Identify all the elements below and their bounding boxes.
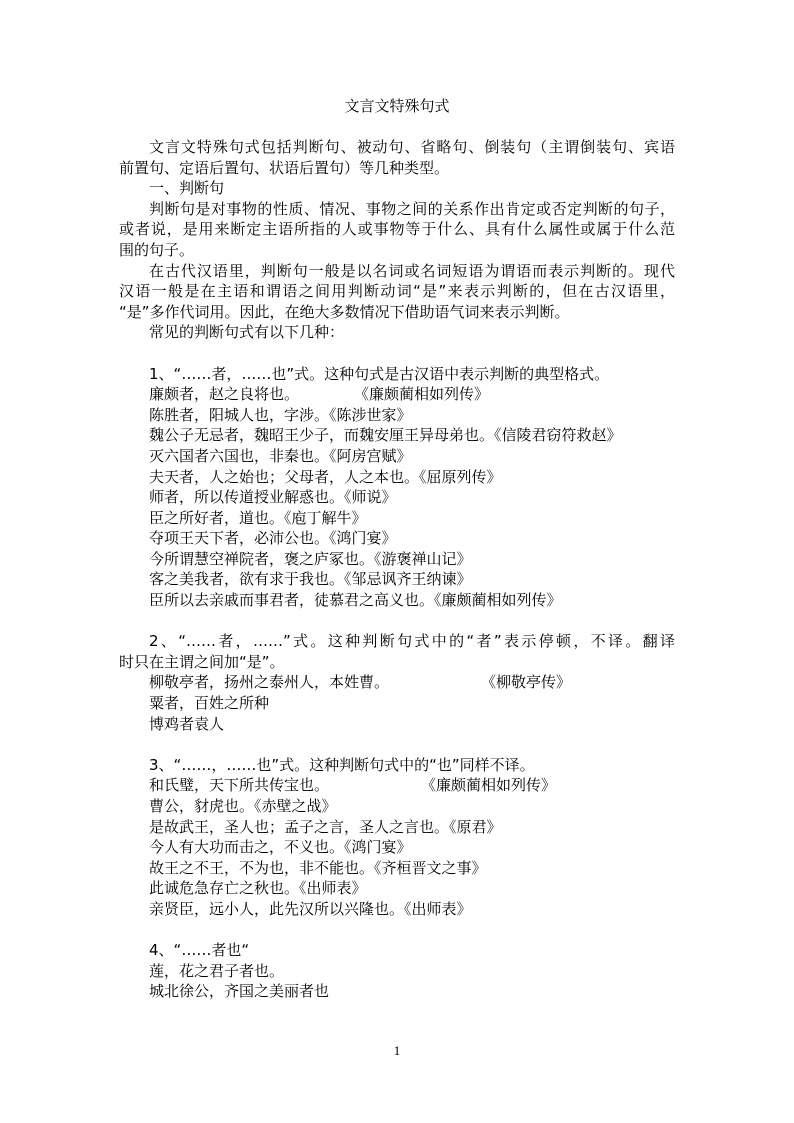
example-source: 《廉颇蔺相如列传》: [354, 385, 490, 404]
example-line: [119, 384, 675, 405]
document-title: 文言文特殊句式: [344, 97, 450, 115]
pattern-4-heading: 4、“……者也“: [149, 941, 250, 960]
example-line: [119, 672, 675, 693]
example-line: 此诚危急存亡之秋也。《出师表》: [149, 879, 367, 898]
example-line: 魏公子无忌者，魏昭王少子，而魏安厘王异母弟也。《信陵君窃符救赵》: [149, 426, 622, 445]
example-line: 城北徐公，齐国之美丽者也: [149, 982, 330, 1001]
example-line: 莲，花之君子者也。: [149, 961, 285, 980]
example-line: 臣所以去亲戚而事君者，徒慕君之高义也。《廉颇蔺相如列传》: [149, 591, 562, 610]
page-number: 1: [393, 1043, 401, 1058]
intro-line-2: 前置句、定语后置句、状语后置句）等几种类型。: [119, 158, 450, 177]
blank-line: [119, 343, 675, 364]
ancient-line-3: “是”多作代词用。因此，在绝大多数情况下借助语气词来表示判断。: [119, 302, 570, 321]
pattern-3-heading: 3、“……，……也”式。这种判断句式中的“也”同样不译。: [149, 755, 535, 774]
example-line: 博鸡者袁人: [149, 714, 225, 733]
example-line: 亲贤臣，远小人，此先汉所以兴隆也。《出师表》: [149, 899, 472, 918]
example-line: 陈胜者，阳城人也，字涉。《陈涉世家》: [149, 405, 412, 424]
example-line: 夫天者，人之始也；父母者，人之本也。《屈原列传》: [149, 467, 502, 486]
ancient-line-1: 在古代汉语里，判断句一般是以名词或名词短语为谓语而表示判断的。现代: [149, 261, 675, 280]
example-line: 曹公，豺虎也。《赤壁之战》: [149, 797, 337, 815]
example-line: [119, 775, 675, 796]
example-line: 臣之所好者，道也。《庖丁解牛》: [149, 508, 367, 527]
example-line: 夺项王天下者，必沛公也。《鸿门宴》: [149, 529, 397, 548]
definition-line-1: 判断句是对事物的性质、情况、事物之间的关系作出肯定或否定判断的句子，: [149, 199, 675, 218]
definition-line-3: 围的句子。: [119, 240, 195, 259]
blank-line: [119, 734, 675, 755]
example-source: 《廉颇蔺相如列传》: [421, 776, 557, 795]
example-line: 今所谓慧空禅院者，褒之庐冢也。《游褒禅山记》: [149, 549, 472, 568]
pattern-1-heading: 1、“……者，……也”式。这种句式是古汉语中表示判断的典型格式。: [149, 364, 610, 383]
blank-line: [119, 920, 675, 941]
example-text: 和氏璧，天下所共传宝也。: [149, 776, 330, 795]
blank-line: [119, 611, 675, 632]
example-text: 柳敬亭者，扬州之泰州人，本姓曹。: [149, 673, 390, 692]
example-line: 故王之不王，不为也，非不能也。《齐桓晋文之事》: [149, 858, 487, 877]
example-source: 《柳敬亭传》: [481, 673, 572, 692]
definition-line-2: 或者说，是用来断定主语所指的人或事物等于什么、具有什么属性或属于什么范: [119, 220, 675, 239]
example-line: 灭六国者六国也，非秦也。《阿房宫赋》: [149, 446, 412, 465]
intro-line-1: 文言文特殊句式包括判断句、被动句、省略句、倒装句（主谓倒装句、宾语: [149, 138, 675, 156]
example-line: 今人有大功而击之，不义也。《鸿门宴》: [149, 838, 412, 857]
example-line: 客之美我者，欲有求于我也。《邹忌讽齐王纳谏》: [149, 570, 472, 589]
example-line: 粟者，百姓之所种: [149, 694, 270, 713]
pattern-2-heading-line-2: 时只在主谓之间加“是”。: [119, 652, 285, 671]
example-line: 是故武王，圣人也；孟子之言，圣人之言也。《原君》: [149, 817, 502, 836]
section-heading-judgment: 一、判断句: [149, 179, 225, 198]
example-line: 师者，所以传道授业解惑也。《师说》: [149, 488, 397, 507]
example-text: 廉颇者，赵之良将也。: [149, 385, 300, 404]
ancient-line-2: 汉语一般是在主语和谓语之间用判断动词“是”来表示判断的，但在古汉语里，: [119, 282, 675, 301]
common-patterns-intro: 常见的判断句式有以下几种：: [149, 323, 345, 342]
pattern-2-heading-line-1: 2、“……者，……”式。这种判断句式中的“者”表示停顿，不译。翻译: [149, 632, 675, 651]
document-body: [119, 137, 675, 1002]
